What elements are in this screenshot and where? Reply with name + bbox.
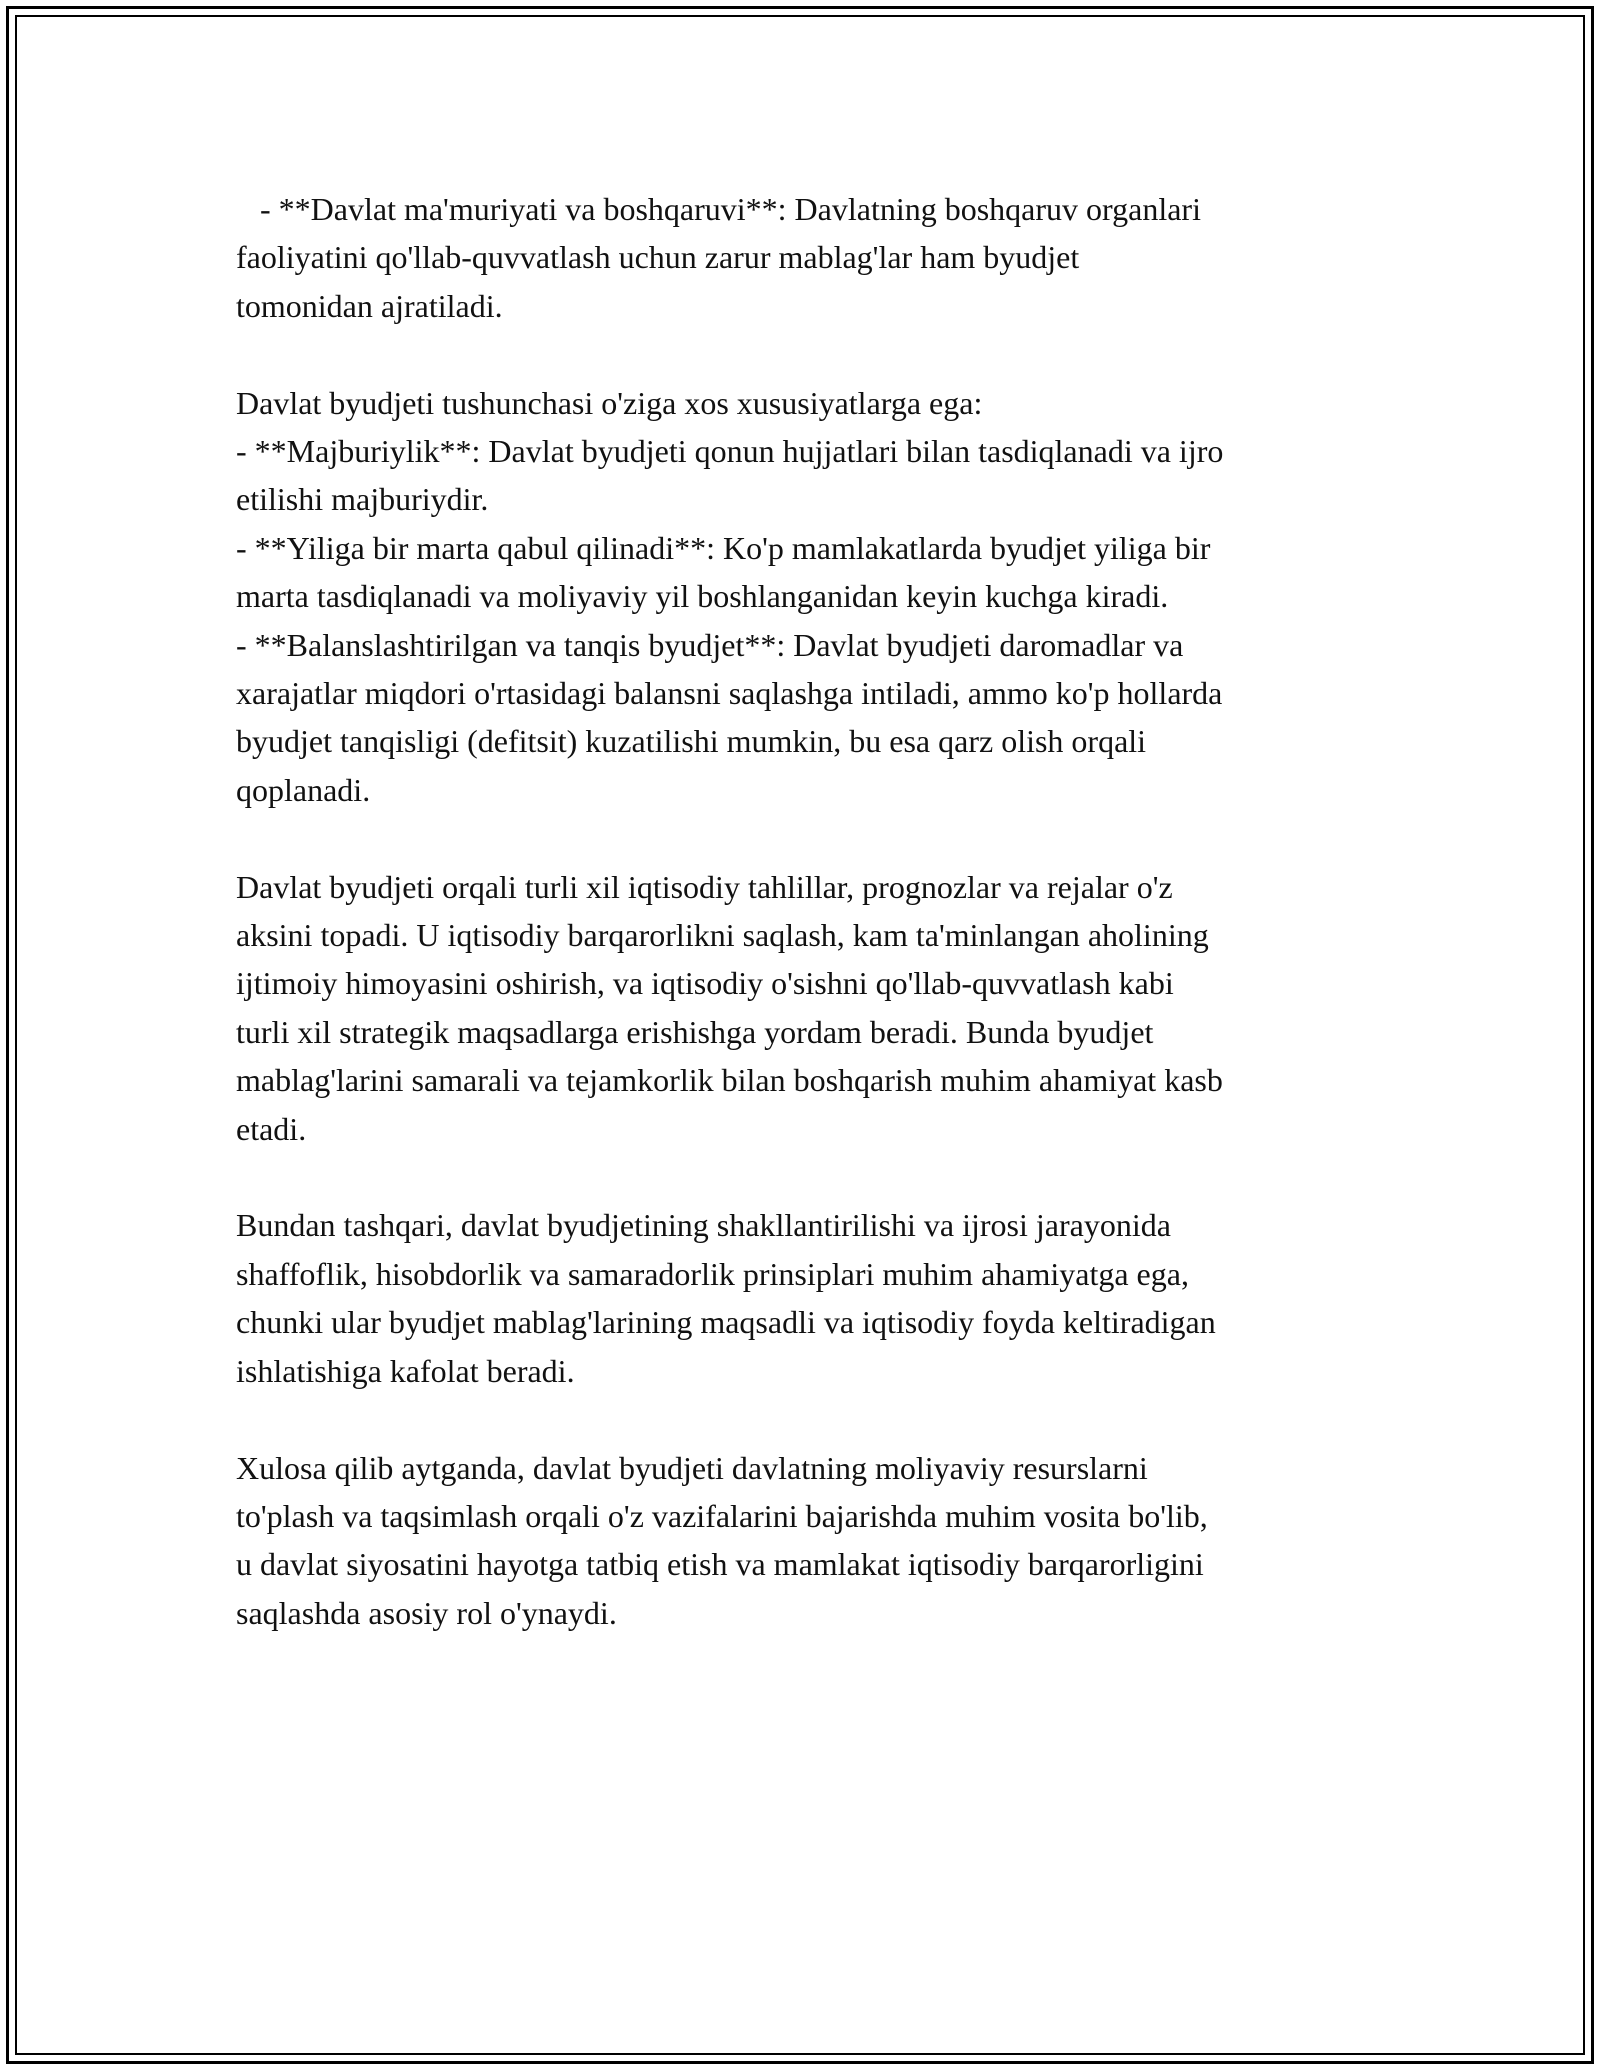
text-line: Davlat byudjeti tushunchasi o'ziga xos xususiyatlarga ega:	[236, 384, 983, 421]
paragraph-budget-features	[236, 379, 1376, 815]
text-line: Bundan tashqari, davlat byudjetining shakllantirilishi va ijrosi jarayonida	[236, 1207, 1171, 1244]
text-line: faoliyatini qo'llab-quvvatlash uchun zarur mablag'lar ham byudjet	[236, 239, 1080, 276]
text-line: shaffoflik, hisobdorlik va samaradorlik prinsiplari muhim ahamiyatga ega,	[236, 1255, 1189, 1292]
text-line: xarajatlar miqdori o'rtasidagi balansni saqlashga intiladi, ammo ko'p hollarda	[236, 675, 1223, 712]
text-line: turli xil strategik maqsadlarga erishishga yordam beradi. Bunda byudjet	[236, 1013, 1154, 1050]
text-line: saqlashda asosiy rol o'ynaydi.	[236, 1594, 617, 1631]
text-line: - **Majburiylik**: Davlat byudjeti qonun hujjatlari bilan tasdiqlanadi va ijro	[236, 433, 1224, 470]
document-body	[236, 185, 1376, 1686]
text-line: aksini topadi. U iqtisodiy barqarorlikni saqlash, kam ta'minlangan aholining	[236, 917, 1209, 954]
paragraph-conclusion	[236, 1444, 1376, 1638]
text-line: ijtimoiy himoyasini oshirish, va iqtisodiy o'sishni qo'llab-quvvatlash kabi	[236, 965, 1174, 1002]
text-line: qoplanadi.	[236, 771, 371, 808]
text-line: to'plash va taqsimlash orqali o'z vazifalarini bajarishda muhim vosita bo'lib,	[236, 1497, 1208, 1534]
text-line: byudjet tanqisligi (defitsit) kuzatilishi mumkin, bu esa qarz olish orqali	[236, 723, 1147, 760]
text-line: etilishi majburiydir.	[236, 481, 489, 518]
paragraph-transparency	[236, 1201, 1376, 1395]
paragraph-administration	[236, 185, 1376, 330]
text-line: tomonidan ajratiladi.	[236, 287, 503, 324]
text-line: - **Yiliga bir marta qabul qilinadi**: Ko'p mamlakatlarda byudjet yiliga bir	[236, 529, 1211, 566]
text-line: marta tasdiqlanadi va moliyaviy yil boshlanganidan keyin kuchga kiradi.	[236, 578, 1169, 615]
text-line: Davlat byudjeti orqali turli xil iqtisodiy tahlillar, prognozlar va rejalar o'z	[236, 868, 1173, 905]
text-line: - **Balanslashtirilgan va tanqis byudjet**: Davlat byudjeti daromadlar va	[236, 626, 1184, 663]
text-line: Xulosa qilib aytganda, davlat byudjeti davlatning moliyaviy resurslarni	[236, 1449, 1148, 1486]
text-line: u davlat siyosatini hayotga tatbiq etish va mamlakat iqtisodiy barqarorligini	[236, 1546, 1204, 1583]
text-line: mablag'larini samarali va tejamkorlik bilan boshqarish muhim ahamiyat kasb	[236, 1062, 1223, 1099]
paragraph-economic-analysis	[236, 863, 1376, 1153]
text-line: chunki ular byudjet mablag'larining maqsadli va iqtisodiy foyda keltiradigan	[236, 1304, 1216, 1341]
text-line: - **Davlat ma'muriyati va boshqaruvi**: Davlatning boshqaruv organlari	[236, 191, 1201, 227]
text-line: etadi.	[236, 1110, 307, 1147]
text-line: ishlatishiga kafolat beradi.	[236, 1352, 575, 1389]
